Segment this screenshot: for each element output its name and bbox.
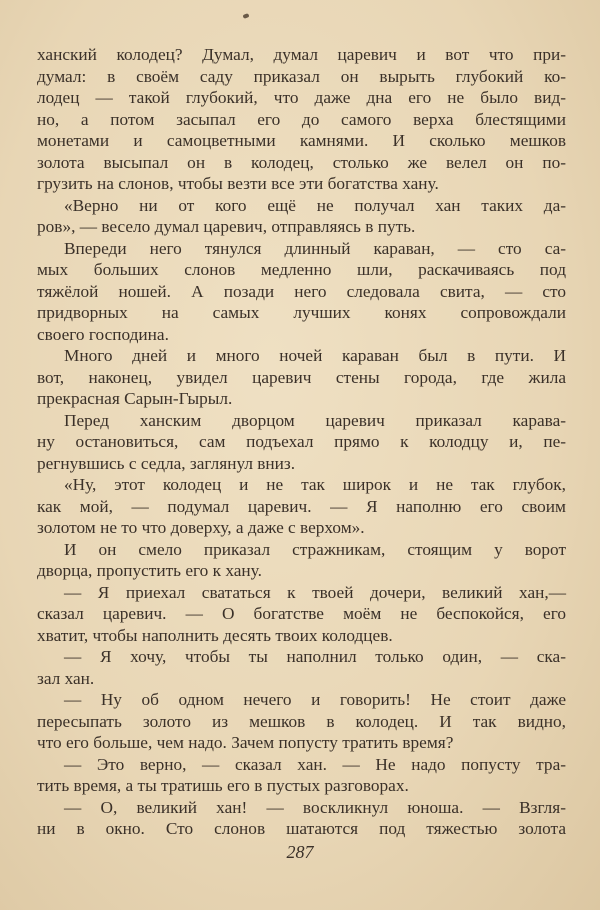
text-line: регнувшись с седла, заглянул вниз. [37,453,296,473]
paragraph [37,754,566,797]
text-line: грузить на слонов, чтобы везти все эти богатства хану. [37,174,439,193]
text-line: «Ну, этот колодец и не так широк и не так глубок, [64,475,566,494]
text-line: тяжёлой ношей. А позади него следовала свита, — сто [37,281,566,301]
text-line: Перед ханским дворцом царевич приказал карава- [64,410,566,430]
text-line: ханский колодец? Думал, думал царевич и вот что при- [37,45,566,64]
text-line: придворных на самых лучших конях сопровождали [37,303,566,322]
text-line: думал: в своём саду приказал он вырыть глубокий ко- [37,66,566,86]
text-line: золота высыпал он в колодец, столько же велел он по- [37,152,566,172]
paragraph [37,195,566,238]
paragraph [37,689,566,754]
text-line: как мой, — подумал царевич. — Я наполню его своим [37,496,566,516]
paragraph [37,44,566,195]
text-line: ров», — весело думал царевич, отправляясь в путь. [37,217,416,236]
paragraph [37,410,566,475]
text-line: вот, наконец, увидел царевич стены города, где жила [37,367,566,387]
paragraph [37,582,566,647]
text-line: пересыпать золото из мешков в колодец. И так видно, [37,711,566,731]
text-line: своего господина. [37,324,169,344]
text-line: — Я приехал свататься к твоей дочери, великий хан,— [64,582,566,602]
paragraph [37,646,566,689]
paragraph [37,539,566,582]
paragraph [37,345,566,410]
text-line: но, а потом засыпал его до самого верха блестящими [37,109,566,129]
text-line: сказал царевич. — О богатстве моём не беспокойся, его [37,604,566,623]
text-line: ни в окно. Сто слонов шатаются под тяжестью золота [37,819,566,838]
text-line: Много дней и много ночей караван был в пути. И [64,346,566,365]
text-line: золотом не то что доверху, а даже с верхом». [37,518,365,537]
text-line: дворца, пропустить его к хану. [37,561,262,580]
text-line: — Ну об одном нечего и говорить! Не стоит даже [64,690,566,709]
text-line: — Это верно, — сказал хан. — Не надо попусту тра- [64,754,566,774]
text-line: монетами и самоцветными камнями. И сколько мешков [37,131,566,150]
text-line: хватит, чтобы наполнить десять твоих колодцев. [37,625,393,645]
text-line: что его больше, чем надо. Зачем попусту тратить время? [37,733,454,752]
text-line: зал хан. [37,668,95,688]
page-number: 287 [286,842,314,862]
text-line: ну остановиться, сам подъехал прямо к колодцу и, пе- [37,432,566,451]
text-line: лодец — такой глубокий, что даже дна его не было вид- [37,88,566,107]
text-line: прекрасная Сарын-Гырыл. [37,389,233,408]
text-line: — О, великий хан! — воскликнул юноша. — Взгля- [64,797,566,817]
ink-mark [242,13,249,19]
text-line: «Верно ни от кого ещё не получал хан таких да- [64,195,566,215]
paragraph [37,474,566,539]
paragraph [37,797,566,840]
text-line: — Я хочу, чтобы ты наполнил только один, — ска- [64,647,566,666]
body-text [37,44,566,840]
text-line: мых больших слонов медленно шли, раскачиваясь под [37,260,566,279]
paragraph [37,238,566,346]
text-line: Впереди него тянулся длинный караван, — сто са- [64,238,566,258]
text-line: И он смело приказал стражникам, стоящим у ворот [64,539,566,559]
text-line: тить время, а ты тратишь его в пустых разговорах. [37,776,409,795]
